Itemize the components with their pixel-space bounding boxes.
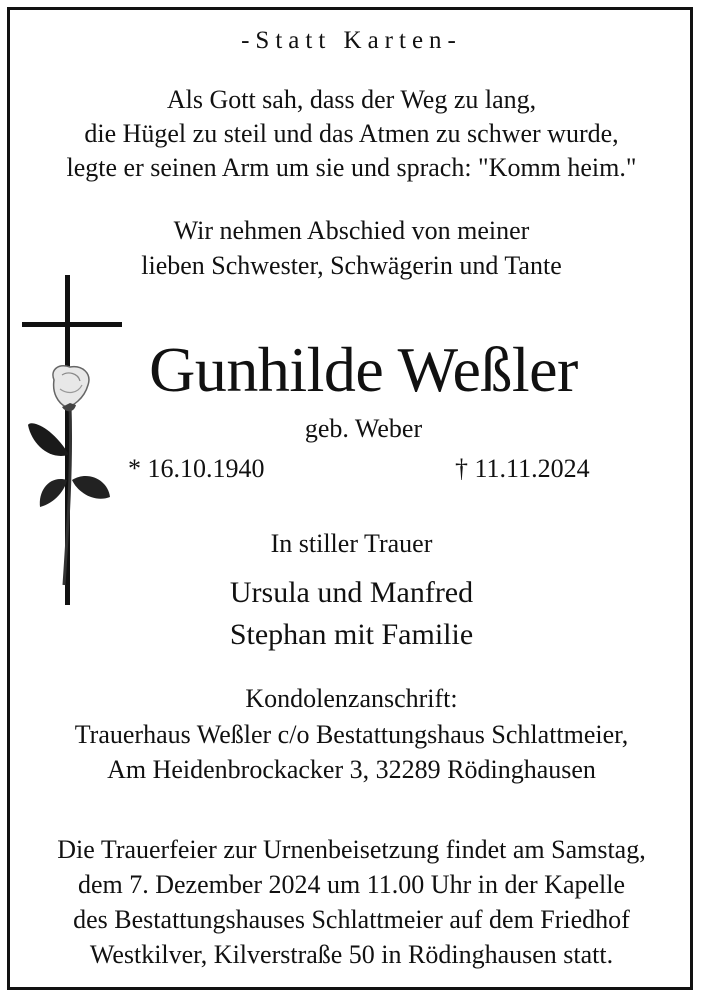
condolence-label: Kondolenzanschrift: <box>245 684 458 713</box>
condolence-line-1: Trauerhaus Weßler c/o Bestattungshaus Schlattmeier, <box>74 720 629 749</box>
verse-line-1: Als Gott sah, dass der Weg zu lang, <box>166 85 537 114</box>
birth-date: * 16.10.1940 <box>128 454 265 483</box>
condolence-line-2: Am Heidenbrockacker 3, 32289 Rödinghausen <box>107 755 596 784</box>
service-line-1: Die Trauerfeier zur Urnenbeisetzung findet am Samstag, <box>57 835 646 864</box>
mourner-1: Ursula und Manfred <box>229 576 474 609</box>
service-line-2: dem 7. Dezember 2024 um 11.00 Uhr in der Kapelle <box>77 870 626 899</box>
deceased-name: Gunhilde Weßler <box>149 334 578 405</box>
service-line-4: Westkilver, Kilverstraße 50 in Rödinghausen statt. <box>89 940 614 969</box>
mourning-intro: In stiller Trauer <box>270 529 433 558</box>
mourner-2: Stephan mit Familie <box>229 618 474 651</box>
farewell-line-2: lieben Schwester, Schwägerin und Tante <box>141 251 562 280</box>
header: -Statt Karten- <box>241 27 462 54</box>
verse-line-3: legte er seinen Arm um sie und sprach: "Komm heim." <box>66 153 637 182</box>
service-line-3: des Bestattungshauses Schlattmeier auf dem Friedhof <box>73 905 630 934</box>
birth-name: geb. Weber <box>304 414 423 443</box>
death-date: † 11.11.2024 <box>455 454 590 483</box>
verse-line-2: die Hügel zu steil und das Atmen zu schwer wurde, <box>84 119 619 148</box>
farewell-line-1: Wir nehmen Abschied von meiner <box>173 216 530 245</box>
